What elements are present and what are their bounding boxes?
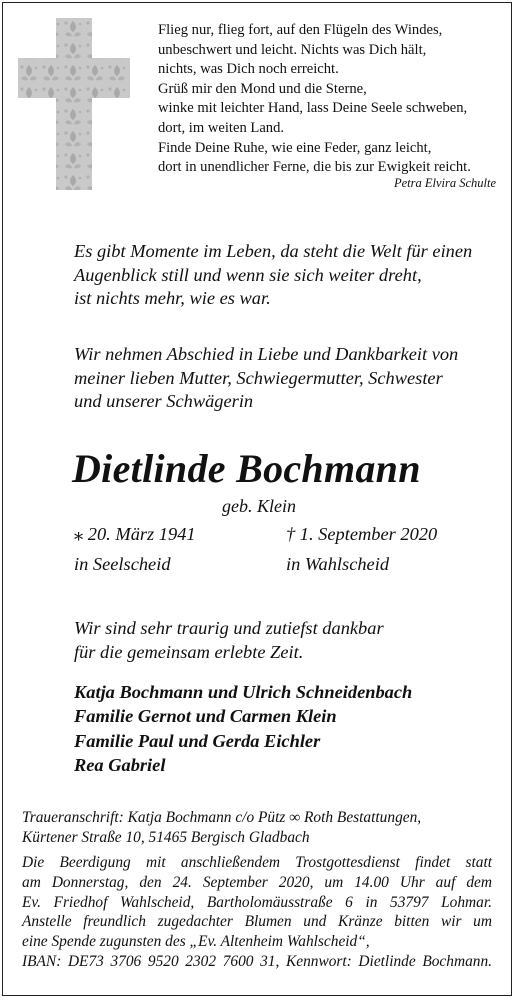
farewell-text xyxy=(74,343,458,414)
funeral-line: Ev. Friedhof Wahlscheid, Bartholomäusstraße 6 in 53797 Lohmar. xyxy=(22,893,492,911)
mourner: Familie Paul und Gerda Eichler xyxy=(74,730,321,751)
farewell-line: meiner lieben Mutter, Schwiegermutter, Schwester xyxy=(74,367,443,388)
mourner: Familie Gernot und Carmen Klein xyxy=(74,706,337,727)
address-line: Traueranschrift: Katja Bochmann c/o Pütz ∞ Roth Bestattungen, xyxy=(22,809,422,826)
poem-line: Flieg nur, flieg fort, auf den Flügeln des Windes, xyxy=(158,22,443,38)
gratitude-line: Wir sind sehr traurig und zutiefst dankbar xyxy=(74,618,384,638)
funeral-line: IBAN: DE73 3706 9520 2302 7600 31, Kennwort: Dietlinde Bochmann. xyxy=(22,952,492,970)
funeral-line: Die Beerdigung mit anschließendem Trostgottesdienst findet statt xyxy=(22,854,492,871)
gratitude-line: für die gemeinsam erlebte Zeit. xyxy=(74,641,304,662)
farewell-line: und unserer Schwägerin xyxy=(74,391,254,412)
poem-line: nichts, was Dich noch erreicht. xyxy=(158,61,339,78)
poem-line: Grüß mir den Mond und die Sterne, xyxy=(158,80,367,97)
funeral-line: eine Spende zugunsten des „Ev. Altenheim Wahlscheid“, xyxy=(22,933,370,951)
intro-text xyxy=(74,240,472,311)
intro-line: Augenblick still und wenn sie sich weiter dreht, xyxy=(74,264,422,285)
mourner: Katja Bochmann und Ulrich Schneidenbach xyxy=(74,682,413,702)
funeral-line: am Donnerstag, den 24. September 2020, um 14.00 Uhr auf dem xyxy=(22,873,492,891)
poem-line: dort, im weiten Land. xyxy=(158,119,285,136)
address-line: Kürtener Straße 10, 51465 Bergisch Gladbach xyxy=(22,828,310,846)
birth-date: ⁎ 20. März 1941 xyxy=(74,524,196,544)
poem-line: Finde Deine Ruhe, wie eine Feder, ganz leicht, xyxy=(158,139,432,156)
poem-line: winke mit leichter Hand, lass Deine Seele schweben, xyxy=(158,100,468,117)
cross-icon xyxy=(18,18,130,190)
gratitude-text xyxy=(74,617,384,664)
mourning-address xyxy=(22,808,421,848)
intro-line: Es gibt Momente im Leben, da steht die Welt für einen xyxy=(74,241,473,261)
funeral-details xyxy=(22,853,492,972)
poem xyxy=(158,21,508,178)
birth-place: in Seelscheid xyxy=(74,554,171,574)
funeral-line: Anstelle freundlich zugedachter Blumen und Kränze bitten wir um xyxy=(22,913,492,931)
death-place: in Wahlscheid xyxy=(286,554,390,574)
mourners-list xyxy=(74,680,412,778)
maiden-name: geb. Klein xyxy=(222,496,296,516)
poem-author: Petra Elvira Schulte xyxy=(393,176,496,190)
deceased-name: Dietlinde Bochmann xyxy=(72,446,421,491)
farewell-line: Wir nehmen Abschied in Liebe und Dankbarkeit von xyxy=(74,344,459,364)
mourner: Rea Gabriel xyxy=(74,755,166,776)
intro-line: ist nichts mehr, wie es war. xyxy=(74,288,271,309)
poem-line: dort in unendlicher Ferne, die bis zur Ewigkeit reicht. xyxy=(158,159,471,176)
poem-line: unbeschwert und leicht. Nichts was Dich hält, xyxy=(158,41,427,58)
death-date: † 1. September 2020 xyxy=(286,524,438,544)
